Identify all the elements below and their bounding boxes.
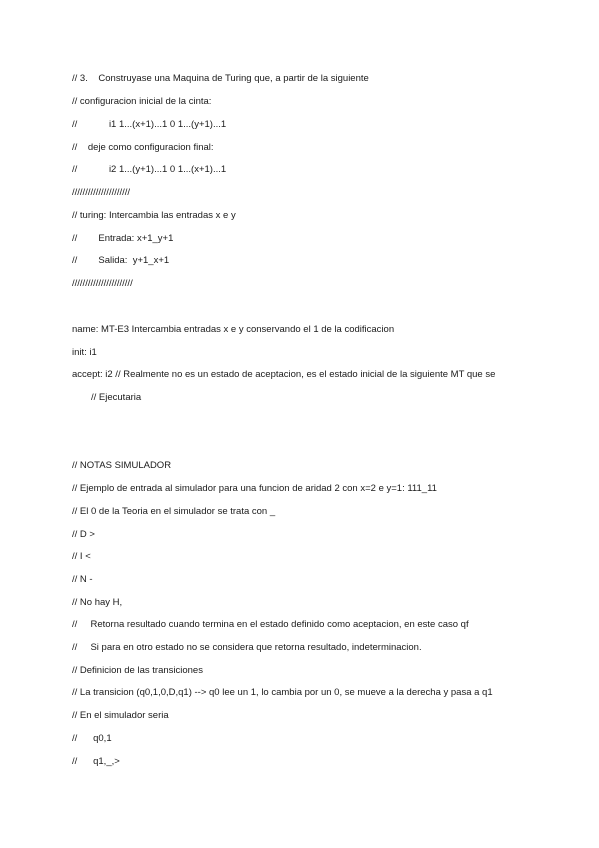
text-line: // Entrada: x+1_y+1 <box>72 233 174 244</box>
text-line: init: i1 <box>72 347 97 358</box>
text-line: // Salida: y+1_x+1 <box>72 255 170 266</box>
text-line: // deje como configuracion final: <box>72 142 214 153</box>
text-line: // Si para en otro estado no se considera que retorna resultado, indeterminacion. <box>72 642 422 653</box>
section-heading: // NOTAS SIMULADOR <box>72 460 172 471</box>
text-line: // i2 1...(y+1)...1 0 1...(x+1)...1 <box>72 164 227 175</box>
text-line: // q0,1 <box>72 733 112 744</box>
text-line: // turing: Intercambia las entradas x e y <box>72 210 236 221</box>
text-line: // Ejemplo de entrada al simulador para una funcion de aridad 2 con x=2 e y=1: 111_11 <box>72 483 437 494</box>
text-line: // Definicion de las transiciones <box>72 665 203 676</box>
text-line: name: MT-E3 Intercambia entradas x e y conservando el 1 de la codificacion <box>72 324 395 335</box>
text-line: // Retorna resultado cuando termina en el estado definido como aceptacion, en este caso qf <box>72 619 469 630</box>
text-line: // Ejecutaria <box>91 392 142 403</box>
text-line: // N - <box>72 574 93 585</box>
text-line: // I < <box>72 551 91 562</box>
text-line: // 3. Construyase una Maquina de Turing que, a partir de la siguiente <box>72 73 369 84</box>
separator-line: /////////////////////// <box>72 278 133 289</box>
text-line: // No hay H, <box>72 597 123 608</box>
separator-line: ////////////////////// <box>72 187 131 198</box>
text-line: // En el simulador seria <box>72 710 169 721</box>
text-line: // q1,_,> <box>72 756 120 767</box>
text-line: // D > <box>72 529 95 540</box>
text-line: accept: i2 // Realmente no es un estado de aceptacion, es el estado inicial de la siguiente MT que se <box>72 369 496 380</box>
text-line: // El 0 de la Teoria en el simulador se trata con _ <box>72 506 276 517</box>
text-line: // i1 1...(x+1)...1 0 1...(y+1)...1 <box>72 119 227 130</box>
text-line: // configuracion inicial de la cinta: <box>72 96 212 107</box>
text-line: // La transicion (q0,1,0,D,q1) --> q0 lee un 1, lo cambia por un 0, se mueve a la derecha y pasa a q1 <box>72 687 493 698</box>
